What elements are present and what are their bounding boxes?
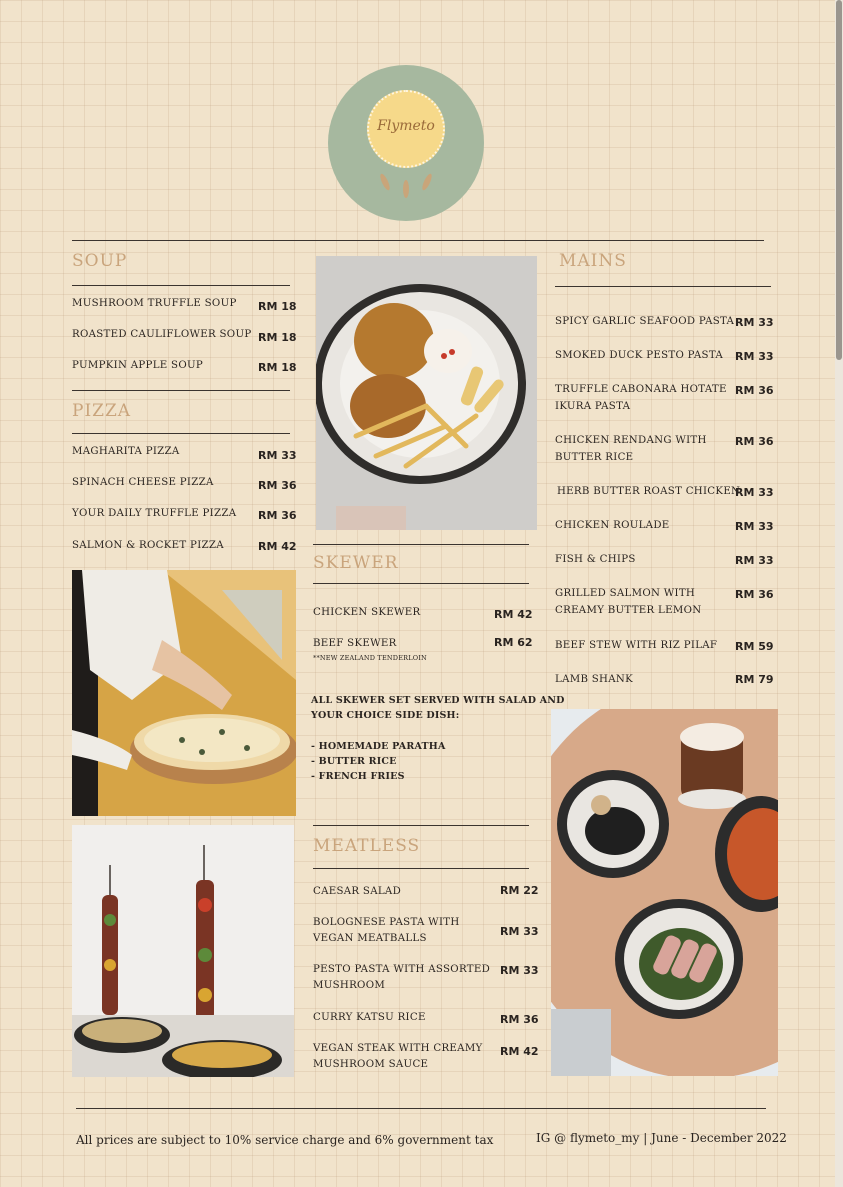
divider — [72, 390, 290, 391]
divider — [313, 868, 529, 869]
menu-item-price: RM 42 — [494, 608, 533, 621]
menu-item-price: RM 33 — [735, 350, 774, 363]
divider — [313, 583, 529, 584]
menu-item-name: MUSHROOM TRUFFLE SOUP — [72, 298, 237, 309]
divider — [313, 825, 529, 826]
menu-item-name: HERB BUTTER ROAST CHICKEN — [557, 486, 741, 497]
pizza-photo — [72, 570, 296, 816]
footer-instagram: IG @ flymeto_my | June - December 2022 — [536, 1131, 787, 1145]
menu-item-name: YOUR DAILY TRUFFLE PIZZA — [72, 508, 237, 519]
menu-item-price: RM 36 — [258, 479, 297, 492]
menu-item-name: ROASTED CAULIFLOWER SOUP — [72, 329, 252, 340]
footer-note: All prices are subject to 10% service charge and 6% government tax — [76, 1133, 494, 1147]
menu-item-price: RM 36 — [500, 1013, 539, 1026]
menu-item-name: CURRY KATSU RICE — [313, 1012, 426, 1023]
menu-item-price: RM 42 — [258, 540, 297, 553]
menu-item-name: GRILLED SALMON WITH — [555, 588, 696, 599]
menu-item-name: BEEF SKEWER — [313, 638, 397, 649]
logo — [328, 65, 484, 221]
menu-item-name: BUTTER RICE — [555, 452, 634, 463]
soup-title: SOUP — [72, 251, 128, 271]
menu-item-name: MUSHROOM SAUCE — [313, 1059, 429, 1070]
menu-item-price: RM 33 — [735, 486, 774, 499]
menu-item-name: SPICY GARLIC SEAFOOD PASTA — [555, 316, 735, 327]
menu-item-name: BEEF STEW WITH RIZ PILAF — [555, 640, 718, 651]
menu-item-price: RM 18 — [258, 300, 297, 313]
menu-item-name: PESTO PASTA WITH ASSORTED — [313, 964, 491, 975]
menu-item-price: RM 42 — [500, 1045, 539, 1058]
menu-item-name: SALMON & ROCKET PIZZA — [72, 540, 224, 551]
menu-item-name: TRUFFLE CABONARA HOTATE — [555, 384, 727, 395]
feather-icon — [420, 173, 433, 192]
menu-item-name: FISH & CHIPS — [555, 554, 636, 565]
menu-item-note: **NEW ZEALAND TENDERLOIN — [313, 654, 427, 662]
menu-item-price: RM 33 — [500, 925, 539, 938]
skewer-title: SKEWER — [313, 553, 399, 573]
menu-item-price: RM 33 — [735, 316, 774, 329]
menu-item-name: SMOKED DUCK PESTO PASTA — [555, 350, 724, 361]
menu-item-price: RM 36 — [258, 509, 297, 522]
menu-item-price: RM 36 — [735, 384, 774, 397]
menu-item-price: RM 79 — [735, 673, 774, 686]
skewer-note: ALL SKEWER SET SERVED WITH SALAD AND — [311, 695, 565, 706]
divider — [313, 544, 529, 545]
menu-item-price: RM 33 — [735, 554, 774, 567]
divider — [72, 285, 290, 286]
menu-item-name: IKURA PASTA — [555, 401, 631, 412]
menu-item-price: RM 59 — [735, 640, 774, 653]
menu-item-name: MAGHARITA PIZZA — [72, 446, 180, 457]
sun-icon — [367, 90, 445, 168]
divider — [76, 1108, 766, 1109]
divider — [555, 286, 771, 287]
menu-item-name: BOLOGNESE PASTA WITH — [313, 917, 460, 928]
menu-item-name: CHICKEN ROULADE — [555, 520, 670, 531]
mains-title: MAINS — [559, 251, 627, 271]
side-dish-item: - HOMEMADE PARATHA — [311, 741, 446, 752]
side-dish-item: - FRENCH FRIES — [311, 771, 405, 782]
menu-item-price: RM 22 — [500, 884, 539, 897]
divider — [72, 433, 290, 434]
feather-icon — [403, 180, 409, 198]
logo-text: Flymeto — [377, 118, 435, 134]
menu-item-name: CHICKEN RENDANG WITH — [555, 435, 707, 446]
menu-item-price: RM 36 — [735, 435, 774, 448]
menu-item-name: CAESAR SALAD — [313, 886, 402, 897]
menu-item-price: RM 33 — [735, 520, 774, 533]
feather-icon — [378, 173, 391, 192]
menu-item-price: RM 18 — [258, 361, 297, 374]
fish-and-chips-photo — [316, 256, 537, 530]
mains-photo — [551, 709, 778, 1076]
meatless-title: MEATLESS — [313, 836, 421, 856]
menu-item-name: LAMB SHANK — [555, 674, 634, 685]
menu-item-name: VEGAN STEAK WITH CREAMY — [313, 1043, 483, 1054]
scrollbar-thumb[interactable] — [836, 0, 842, 360]
menu-item-price: RM 62 — [494, 636, 533, 649]
menu-item-name: CREAMY BUTTER LEMON — [555, 605, 702, 616]
divider — [72, 240, 764, 241]
menu-item-price: RM 18 — [258, 331, 297, 344]
menu-item-name: PUMPKIN APPLE SOUP — [72, 360, 204, 371]
menu-item-price: RM 36 — [735, 588, 774, 601]
menu-item-price: RM 33 — [258, 449, 297, 462]
menu-item-price: RM 33 — [500, 964, 539, 977]
pizza-title: PIZZA — [72, 401, 132, 421]
menu-item-name: MUSHROOM — [313, 980, 386, 991]
side-dish-item: - BUTTER RICE — [311, 756, 397, 767]
menu-item-name: CHICKEN SKEWER — [313, 607, 421, 618]
menu-item-name: VEGAN MEATBALLS — [313, 933, 427, 944]
menu-item-name: SPINACH CHEESE PIZZA — [72, 477, 214, 488]
skewer-photo — [72, 825, 294, 1077]
skewer-note: YOUR CHOICE SIDE DISH: — [311, 710, 460, 721]
